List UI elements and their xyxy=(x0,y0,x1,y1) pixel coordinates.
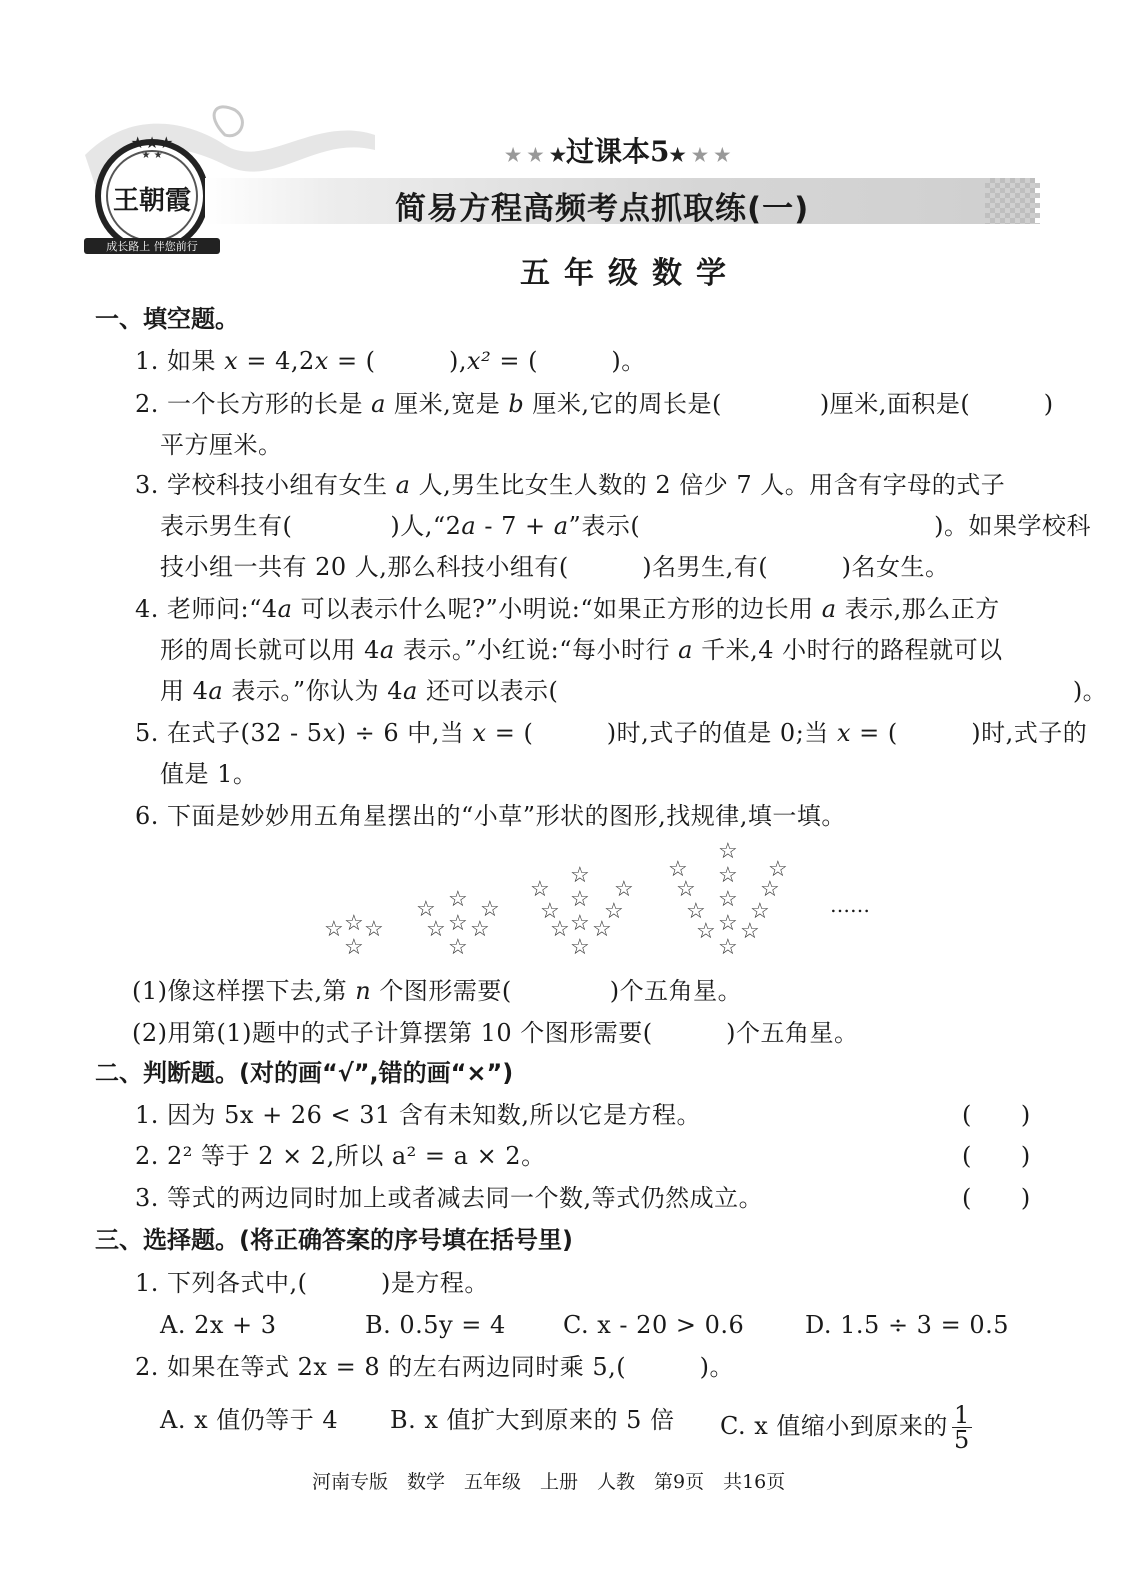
question-4-cont: 形的周长就可以用 4a 表示。”小红说:“每小时行 a 千米,4 小时行的路程就可以 xyxy=(160,636,1003,664)
svg-text:★★★: ★★★ xyxy=(130,133,174,152)
star-icon: ☆ xyxy=(592,917,612,942)
star-icon: ☆ xyxy=(550,917,570,942)
question-3-cont: 技小组一共有 20 人,那么科技小组有( )名男生,有( )名女生。 xyxy=(160,553,950,581)
star-icon: ☆ xyxy=(344,935,364,960)
choice-option: C. x 值缩小到原来的 $\frac{1}{5}$ xyxy=(720,1401,970,1454)
answer-bracket: ( ) xyxy=(962,1101,1031,1129)
star-decoration-icon: ★ xyxy=(549,145,566,166)
star-decoration-icon: ★ ★ xyxy=(685,145,731,166)
star-icon: ☆ xyxy=(718,911,738,936)
star-icon: ☆ xyxy=(416,897,436,922)
star-icon: ☆ xyxy=(718,935,738,960)
star-icon: ☆ xyxy=(448,935,468,960)
star-icon: ☆ xyxy=(604,899,624,924)
judge-item: 2. 2² 等于 2 × 2,所以 a² = a × 2。 xyxy=(135,1142,546,1170)
answer-bracket: ( ) xyxy=(962,1142,1031,1170)
star-icon: ☆ xyxy=(530,877,550,902)
star-icon: ☆ xyxy=(718,839,738,864)
choice-option: A. 2x + 3 xyxy=(160,1311,277,1339)
star-icon: ☆ xyxy=(448,887,468,912)
star-icon: ☆ xyxy=(570,935,590,960)
choice-option: C. x - 20 > 0.6 xyxy=(563,1311,745,1339)
question-4: 4. 老师问:“4a 可以表示什么呢?”小明说:“如果正方形的边长用 a 表示,那么正方 xyxy=(135,595,1000,623)
page-title: 简易方程高频考点抓取练(一) xyxy=(395,191,810,227)
question-2-cont: 平方厘米。 xyxy=(160,431,283,459)
section-heading: 二、判断题。(对的画“√”,错的画“×”) xyxy=(95,1059,514,1087)
question-5-cont: 值是 1。 xyxy=(160,760,258,788)
star-decoration-icon: ★ ★ xyxy=(505,145,550,166)
star-icon: ☆ xyxy=(570,887,590,912)
star-icon: ☆ xyxy=(718,863,738,888)
question-3-cont: 表示男生有( )人,“2a - 7 + a”表示( )。如果学校科 xyxy=(160,512,1092,540)
publisher-logo xyxy=(92,128,212,260)
question-1: 1. 如果 x = 4,2x = ( ),x² = ( )。 xyxy=(135,347,646,375)
star-icon: ☆ xyxy=(448,911,468,936)
question-6-sub2: (2)用第(1)题中的式子计算摆第 10 个图形需要( )个五角星。 xyxy=(132,1019,859,1047)
question-6: 6. 下面是妙妙用五角星摆出的“小草”形状的图形,找规律,填一填。 xyxy=(135,802,846,830)
star-icon: ☆ xyxy=(676,877,696,902)
choice-option: D. 1.5 ÷ 3 = 0.5 xyxy=(805,1311,1009,1339)
star-icon: ☆ xyxy=(718,887,738,912)
star-icon: ☆ xyxy=(750,899,770,924)
question-5: 5. 在式子(32 - 5x) ÷ 6 中,当 x = ( )时,式子的值是 0;当 x = ( )时,式子的 xyxy=(135,719,1088,747)
star-pattern-figure xyxy=(320,835,880,965)
choice-question: 2. 如果在等式 2x = 8 的左右两边同时乘 5,( )。 xyxy=(135,1353,734,1381)
section-heading: 三、选择题。(将正确答案的序号填在括号里) xyxy=(95,1226,573,1254)
star-icon: ☆ xyxy=(614,877,634,902)
star-icon: ☆ xyxy=(740,919,760,944)
question-3: 3. 学校科技小组有女生 a 人,男生比女生人数的 2 倍少 7 人。用含有字母的式子 xyxy=(135,471,1006,499)
question-4-cont: 用 4a 表示。”你认为 4a 还可以表示( )。 xyxy=(160,677,1108,705)
choice-option: B. 0.5y = 4 xyxy=(365,1311,506,1339)
page-footer: 河南专版 数学 五年级 上册 人教 第9页 共16页 xyxy=(312,1471,786,1493)
star-icon: ☆ xyxy=(364,917,384,942)
star-icon: ☆ xyxy=(696,919,716,944)
star-icon: ☆ xyxy=(426,917,446,942)
logo-slogan: 成长路上 伴您前行 xyxy=(84,238,220,254)
star-icon: ☆ xyxy=(480,897,500,922)
judge-item: 1. 因为 5x + 26 < 31 含有未知数,所以它是方程。 xyxy=(135,1101,702,1129)
star-icon: ☆ xyxy=(760,877,780,902)
choice-option: A. x 值仍等于 4 xyxy=(160,1406,339,1434)
star-icon: ☆ xyxy=(344,911,364,936)
star-icon: ☆ xyxy=(470,917,490,942)
question-6-sub1: (1)像这样摆下去,第 n 个图形需要( )个五角星。 xyxy=(132,977,743,1005)
banner-pattern xyxy=(985,178,1040,224)
star-icon: ☆ xyxy=(686,899,706,924)
answer-bracket: ( ) xyxy=(962,1184,1031,1212)
question-2: 2. 一个长方形的长是 a 厘米,宽是 b 厘米,它的周长是( )厘米,面积是( ) xyxy=(135,390,1054,418)
star-icon: ☆ xyxy=(324,917,344,942)
star-decoration-icon: ★ xyxy=(669,145,686,166)
logo-name: 王朝霞 xyxy=(112,186,191,216)
pattern-ellipsis: …… xyxy=(830,893,870,917)
fraction: $\frac{1}{5}$ xyxy=(953,1401,970,1454)
page-subtitle: 五年级数学 xyxy=(520,256,740,291)
series-label: ★ ★ ★过课本5★ ★ ★ xyxy=(505,135,731,168)
svg-text:★ ★: ★ ★ xyxy=(141,150,163,161)
star-icon: ☆ xyxy=(668,857,688,882)
choice-option: B. x 值扩大到原来的 5 倍 xyxy=(390,1406,675,1434)
star-icon: ☆ xyxy=(570,863,590,888)
judge-item: 3. 等式的两边同时加上或者减去同一个数,等式仍然成立。 xyxy=(135,1184,764,1212)
star-icon: ☆ xyxy=(768,857,788,882)
star-icon: ☆ xyxy=(570,911,590,936)
section-heading: 一、填空题。 xyxy=(95,305,239,333)
choice-question: 1. 下列各式中,( )是方程。 xyxy=(135,1269,489,1297)
star-icon: ☆ xyxy=(540,899,560,924)
